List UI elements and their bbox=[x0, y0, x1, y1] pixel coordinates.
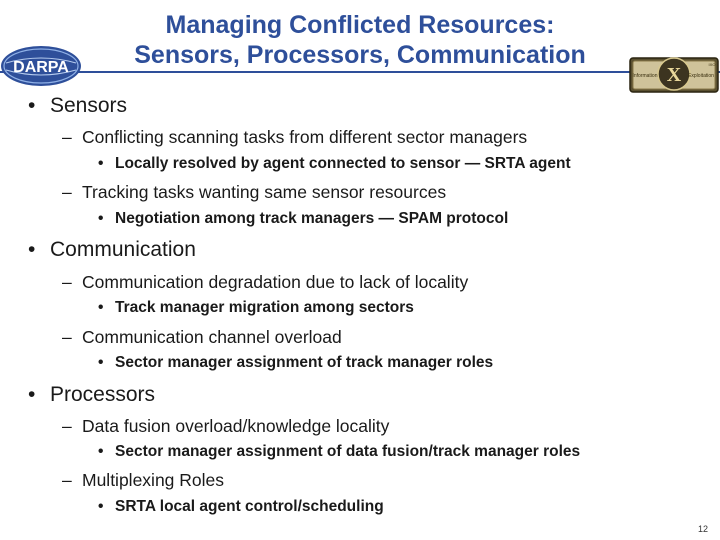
sub-bullet bbox=[62, 326, 342, 348]
sub-sub-bullet bbox=[98, 298, 414, 318]
bullet-glyph: • bbox=[28, 383, 36, 406]
sub-sub-bullet-text: SRTA local agent control/scheduling bbox=[115, 498, 384, 515]
bullet-processors bbox=[28, 383, 155, 407]
dash-glyph: – bbox=[62, 470, 72, 490]
sub-sub-bullet-text: Track manager migration among sectors bbox=[115, 299, 414, 316]
svg-text:Information: Information bbox=[632, 73, 658, 79]
page-number: 12 bbox=[697, 524, 708, 534]
sub-bullet bbox=[62, 415, 389, 437]
bullet-glyph: • bbox=[98, 299, 104, 316]
bullet-label: Sensors bbox=[50, 94, 128, 117]
sub-bullet-text: Multiplexing Roles bbox=[82, 470, 225, 490]
bullet-glyph: • bbox=[98, 354, 104, 371]
bullet-sensors bbox=[28, 94, 127, 118]
bullet-glyph: • bbox=[98, 210, 104, 227]
svg-text:DARPA: DARPA bbox=[13, 59, 69, 76]
bullet-glyph: • bbox=[98, 498, 104, 515]
sub-sub-bullet bbox=[98, 442, 580, 462]
sub-bullet bbox=[62, 181, 446, 203]
sub-sub-bullet-text: Sector manager assignment of track manager roles bbox=[115, 354, 494, 371]
sub-bullet bbox=[62, 126, 527, 148]
bullet-glyph: • bbox=[28, 238, 36, 261]
sub-bullet-text: Tracking tasks wanting same sensor resources bbox=[82, 182, 447, 202]
sub-bullet bbox=[62, 271, 468, 293]
bullet-glyph: • bbox=[28, 94, 36, 117]
svg-text:Exploitation: Exploitation bbox=[688, 73, 714, 79]
sub-sub-bullet bbox=[98, 209, 508, 229]
bullet-label: Processors bbox=[50, 383, 156, 406]
sub-bullet-text: Communication channel overload bbox=[82, 327, 342, 347]
bullet-glyph: • bbox=[98, 155, 104, 172]
sub-bullet-text: Conflicting scanning tasks from different sector managers bbox=[82, 127, 528, 147]
bullet-glyph: • bbox=[98, 443, 104, 460]
sub-sub-bullet-text: Negotiation among track managers — SPAM protocol bbox=[115, 210, 509, 227]
dash-glyph: – bbox=[62, 182, 72, 202]
sub-sub-bullet bbox=[98, 154, 571, 174]
dash-glyph: – bbox=[62, 327, 72, 347]
sub-bullet-text: Communication degradation due to lack of locality bbox=[82, 272, 469, 292]
svg-text:IXO: IXO bbox=[708, 62, 716, 67]
title-line-1: Managing Conflicted Resources: bbox=[165, 11, 555, 39]
title-line-2: Sensors, Processors, Communication bbox=[134, 41, 586, 69]
dash-glyph: – bbox=[62, 127, 72, 147]
sub-sub-bullet bbox=[98, 353, 493, 373]
sub-sub-bullet bbox=[98, 497, 384, 517]
sub-bullet-text: Data fusion overload/knowledge locality bbox=[82, 416, 390, 436]
sub-sub-bullet-text: Locally resolved by agent connected to sensor — SRTA agent bbox=[115, 155, 571, 172]
bullet-communication bbox=[28, 238, 196, 262]
sub-sub-bullet-text: Sector manager assignment of data fusion/track manager roles bbox=[115, 443, 581, 460]
bullet-label: Communication bbox=[50, 238, 196, 261]
dash-glyph: – bbox=[62, 272, 72, 292]
dash-glyph: – bbox=[62, 416, 72, 436]
sub-bullet bbox=[62, 469, 224, 491]
svg-text:X: X bbox=[666, 64, 682, 86]
